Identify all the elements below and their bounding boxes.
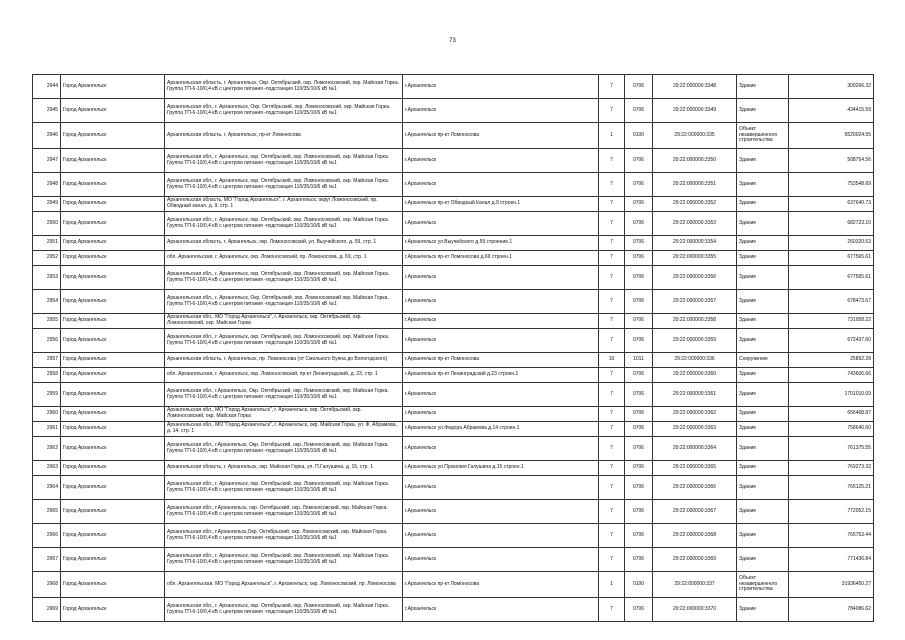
object-type: Здание xyxy=(737,476,789,500)
okof-code: 0706 xyxy=(625,383,653,407)
cadastral-value: 758640.60 xyxy=(789,422,874,437)
object-type: Здание xyxy=(737,548,789,572)
okof-code: 0706 xyxy=(625,251,653,266)
municipality: Город Архангельск xyxy=(61,548,165,572)
category-code: 7 xyxy=(599,149,625,173)
table-row xyxy=(33,407,874,422)
object-type: Здание xyxy=(737,197,789,212)
row-number: 2956 xyxy=(33,329,61,353)
category-code: 7 xyxy=(599,461,625,476)
row-number: 2966 xyxy=(33,524,61,548)
cadastral-number: 29:22:000000:3367 xyxy=(653,500,737,524)
cadastral-number: 29:22:000000:3365 xyxy=(653,461,737,476)
cadastral-number: 29:22:000000:3349 xyxy=(653,99,737,123)
municipality: Город Архангельск xyxy=(61,368,165,383)
address: Архангельская обл., г.Архангельск, Окр. Октябрьский, окр. Ломоносовский, окр. Майская Горка. Группа ТП-6-10/0,4 кВ с центром питания -подстанция 110/35/10/6 кВ №1 xyxy=(165,383,403,407)
municipality: Город Архангельск xyxy=(61,437,165,461)
address: Архангельская область, г. Архангельск, окр. Ломоносовский, ул. Выучейского, д. 59, стр. 1 xyxy=(165,236,403,251)
category-code: 7 xyxy=(599,236,625,251)
okof-code: 0706 xyxy=(625,524,653,548)
table-row xyxy=(33,99,874,123)
object-type: Здание xyxy=(737,524,789,548)
object-type: Сооружение xyxy=(737,353,789,368)
category-code: 7 xyxy=(599,524,625,548)
cadastral-number: 29:22:000000:336 xyxy=(653,353,737,368)
address: Архангельская обл., г.Архангельск, Окр. Октябрьский, окр. Ломоносовский, окр. Майская Горка. Группа ТП-6-10/0,4 кВ с центром питания -подстанция 110/35/10/6 кВ №1 xyxy=(165,437,403,461)
address: Архангельская обл., МО "Город Архангельск", г. Архангельск, окр. Октябрьский, окр. Ломоносовский, окр. Майская Горка xyxy=(165,314,403,329)
municipality: Город Архангельск xyxy=(61,353,165,368)
cadastral-number: 29:22:000000:3361 xyxy=(653,383,737,407)
row-number: 2949 xyxy=(33,197,61,212)
table-row xyxy=(33,251,874,266)
cadastral-number: 29:22:000000:3369 xyxy=(653,548,737,572)
address: Архангельская область, г. Архангельск, пр-кт Ломоносова xyxy=(165,123,403,149)
category-code: 7 xyxy=(599,212,625,236)
municipality: Город Архангельск xyxy=(61,329,165,353)
municipality: Город Архангельск xyxy=(61,197,165,212)
okof-code: 0706 xyxy=(625,212,653,236)
cadastral-value: 5520024.55 xyxy=(789,123,874,149)
cadastral-number: 29:22:000000:3362 xyxy=(653,407,737,422)
okof-code: 0706 xyxy=(625,500,653,524)
cadastral-value: 508754.56 xyxy=(789,149,874,173)
address: Архангельская область, г. Архангельск, окр. Майская Горка, ул. П.Галушина, д. 15, стр. 1 xyxy=(165,461,403,476)
row-number: 2968 xyxy=(33,572,61,598)
address: Архангельская обл., г. Архангельск, окр. Октябрьский, окр. Ломоносовский, окр. Майская Горка. Группа ТП-6-10/0,4 кВ с центром питания -подстанция 110/35/10/6 кВ №1 xyxy=(165,548,403,572)
table-row xyxy=(33,266,874,290)
cadastral-value: 678473.67 xyxy=(789,290,874,314)
location: г.Архангельск xyxy=(403,75,599,99)
location: г.Архангельск xyxy=(403,212,599,236)
location: г.Архангельск xyxy=(403,329,599,353)
category-code: 7 xyxy=(599,314,625,329)
object-type: Объект незавершенного строительства xyxy=(737,572,789,598)
table-row xyxy=(33,598,874,622)
cadastral-value: 1701010.09 xyxy=(789,383,874,407)
table-row xyxy=(33,197,874,212)
row-number: 2950 xyxy=(33,212,61,236)
address: Архангельская область, МО "Город Архангельск", г. Архангельск, округ Ломоносовский, пр. Обводный канал, д. 9, стр. 1 xyxy=(165,197,403,212)
location: г.Архангельск ул.Федора Абрамова д.14 строен.1 xyxy=(403,422,599,437)
category-code: 7 xyxy=(599,548,625,572)
cadastral-value: 309266.32 xyxy=(789,75,874,99)
object-type: Здание xyxy=(737,383,789,407)
address: Архангельская обл., г. Архангельск, Окр. Октябрьский, окр. Ломоносовский окр. Майская Горка. Группа ТП-6-10/0,4 кВ с центром питания -подстанция 110/35/10/6 кВ №1 xyxy=(165,290,403,314)
okof-code: 0706 xyxy=(625,407,653,422)
row-number: 2955 xyxy=(33,314,61,329)
property-register-table xyxy=(32,74,874,622)
object-type: Здание xyxy=(737,290,789,314)
row-number: 2967 xyxy=(33,548,61,572)
category-code: 7 xyxy=(599,329,625,353)
cadastral-value: 672437.60 xyxy=(789,329,874,353)
address: Архангельская область, г. Архангельск, пр. Ломоносова (от Смольного Буяна до Вологодского) xyxy=(165,353,403,368)
okof-code: 0100 xyxy=(625,123,653,149)
table-row xyxy=(33,212,874,236)
address: Архангельская обл., г. Архангельск, Окр. Октябрьский, окр. Ломоносовский, окр. Майская Горка. Группа ТП-6-10/0,4 кВ с центром питания -подстанция 110/35/10/6 кВ №1 xyxy=(165,99,403,123)
row-number: 2951 xyxy=(33,236,61,251)
cadastral-number: 29:22:000000:3363 xyxy=(653,422,737,437)
object-type: Здание xyxy=(737,173,789,197)
municipality: Город Архангельск xyxy=(61,236,165,251)
object-type: Здание xyxy=(737,500,789,524)
cadastral-value: 761375.55 xyxy=(789,437,874,461)
object-type: Здание xyxy=(737,99,789,123)
object-type: Здание xyxy=(737,598,789,622)
cadastral-number: 29:22:000000:3360 xyxy=(653,368,737,383)
municipality: Город Архангельск xyxy=(61,407,165,422)
row-number: 2962 xyxy=(33,437,61,461)
cadastral-value: 765753.44 xyxy=(789,524,874,548)
table-row xyxy=(33,572,874,598)
row-number: 2944 xyxy=(33,75,61,99)
category-code: 7 xyxy=(599,368,625,383)
municipality: Город Архангельск xyxy=(61,251,165,266)
okof-code: 0706 xyxy=(625,99,653,123)
municipality: Город Архангельск xyxy=(61,149,165,173)
location: г.Архангельск xyxy=(403,548,599,572)
category-code: 7 xyxy=(599,75,625,99)
cadastral-value: 677565.61 xyxy=(789,266,874,290)
table-row xyxy=(33,437,874,461)
row-number: 2969 xyxy=(33,598,61,622)
category-code: 7 xyxy=(599,500,625,524)
category-code: 7 xyxy=(599,173,625,197)
cadastral-number: 29:22:000000:3354 xyxy=(653,236,737,251)
location: г.Архангельск ул.Выучейского д.59 строение.1 xyxy=(403,236,599,251)
location: г.Архангельск xyxy=(403,173,599,197)
cadastral-value: 771436.84 xyxy=(789,548,874,572)
address: Архангельская обл., г.Архангельск,Окр. Октябрьский, окр. Ломоносовский, окр. Майская Горка. Группа ТП-6-10/0,4 кВ с центром питания -подстанция 110/35/10/6 кВ №1 xyxy=(165,524,403,548)
category-code: 7 xyxy=(599,422,625,437)
table-row xyxy=(33,123,874,149)
location: г.Архангельск пр-кт Обводный Канал д.9 строен.1 xyxy=(403,197,599,212)
okof-code: 0706 xyxy=(625,266,653,290)
table-row xyxy=(33,383,874,407)
location: г.Архангельск xyxy=(403,290,599,314)
category-code: 7 xyxy=(599,197,625,212)
cadastral-value: 260320.63 xyxy=(789,236,874,251)
row-number: 2952 xyxy=(33,251,61,266)
row-number: 2961 xyxy=(33,422,61,437)
table-row xyxy=(33,236,874,251)
municipality: Город Архангельск xyxy=(61,314,165,329)
object-type: Здание xyxy=(737,266,789,290)
municipality: Город Архангельск xyxy=(61,572,165,598)
location: г.Архангельск пр-кт Ломоносова д.69 строен.1 xyxy=(403,251,599,266)
object-type: Здание xyxy=(737,149,789,173)
location: г.Архангельск xyxy=(403,266,599,290)
cadastral-number: 29:22:000000:337 xyxy=(653,572,737,598)
okof-code: 0100 xyxy=(625,572,653,598)
category-code: 7 xyxy=(599,266,625,290)
cadastral-number: 29:22:000000:3359 xyxy=(653,329,737,353)
location: г.Архангельск xyxy=(403,99,599,123)
category-code: 7 xyxy=(599,407,625,422)
cadastral-number: 29:22:000000:3357 xyxy=(653,290,737,314)
table-row xyxy=(33,149,874,173)
okof-code: 0706 xyxy=(625,476,653,500)
table-row xyxy=(33,353,874,368)
location: г.Архангельск xyxy=(403,149,599,173)
location: г.Архангельск xyxy=(403,437,599,461)
location: г.Архангельск xyxy=(403,314,599,329)
table-row xyxy=(33,314,874,329)
address: Архангельская обл., г. Архангельск, окр. Октябрьский, окр. Ломоносовский, окр. Майская Горка. Группа ТП-6-10/0,4 кВ с центром питания -подстанция 110/35/10/6 кВ №1 xyxy=(165,212,403,236)
address: Архангельская обл., МО "Город Архангельск", г. Архангельск, окр. Майская Горка, ул. Ф. Абрамова, д. 14, стр. 1 xyxy=(165,422,403,437)
cadastral-number: 29:22:000000:3368 xyxy=(653,524,737,548)
okof-code: 0706 xyxy=(625,236,653,251)
object-type: Здание xyxy=(737,422,789,437)
table-row xyxy=(33,290,874,314)
category-code: 1 xyxy=(599,572,625,598)
page-number: 73 xyxy=(449,38,456,44)
cadastral-number: 29:22:000000:3353 xyxy=(653,212,737,236)
address: Архангельская обл., г. Архангельск, окр. Октябрьский, окр. Ломоносовский, окр. Майская Горка. Группа ТП-6-10/0,4 кВ с центром питания -подстанция 110/35/10/6 кВ №1 xyxy=(165,476,403,500)
row-number: 2954 xyxy=(33,290,61,314)
object-type: Здание xyxy=(737,407,789,422)
table-row xyxy=(33,329,874,353)
category-code: 7 xyxy=(599,598,625,622)
cadastral-value: 765125.21 xyxy=(789,476,874,500)
table-row xyxy=(33,368,874,383)
row-number: 2960 xyxy=(33,407,61,422)
location: г.Архангельск xyxy=(403,524,599,548)
location: г.Архангельск пр-кт Ломоносова xyxy=(403,353,599,368)
cadastral-value: 731958.22 xyxy=(789,314,874,329)
object-type: Здание xyxy=(737,368,789,383)
address: Архангельская обл., г. Архангельск, окр. Октябрьский, окр. Ломоносовский, окр. Майская Горка. Группа ТП-6-10/0,4 кВ с центром питания -подстанция 110/35/10/6 кВ №1 xyxy=(165,149,403,173)
address: Архангельская обл., г. Архангельск, окр. Октябрьский, окр. Ломоносовский, окр. Майская Горка. Группа ТП-6-10/0,4 кВ с центром питания -подстанция 110/35/10/6 кВ №1 xyxy=(165,329,403,353)
municipality: Город Архангельск xyxy=(61,383,165,407)
table-row xyxy=(33,173,874,197)
table-row xyxy=(33,422,874,437)
address: Архангельская обл., МО "Город Архангельск", г. Архангельск, окр. Октябрьский, окр. Ломоносовский, окр. Майская Горка xyxy=(165,407,403,422)
cadastral-number: 29:22:000000:3364 xyxy=(653,437,737,461)
object-type: Здание xyxy=(737,75,789,99)
category-code: 1 xyxy=(599,123,625,149)
municipality: Город Архангельск xyxy=(61,99,165,123)
cadastral-number: 29:22:000000:3370 xyxy=(653,598,737,622)
object-type: Здание xyxy=(737,437,789,461)
okof-code: 0706 xyxy=(625,290,653,314)
category-code: 7 xyxy=(599,251,625,266)
object-type: Здание xyxy=(737,461,789,476)
cadastral-number: 29:22:000000:3356 xyxy=(653,266,737,290)
location: г.Архангельск xyxy=(403,407,599,422)
row-number: 2965 xyxy=(33,500,61,524)
municipality: Город Архангельск xyxy=(61,123,165,149)
okof-code: 0706 xyxy=(625,173,653,197)
object-type: Здание xyxy=(737,329,789,353)
row-number: 2945 xyxy=(33,99,61,123)
cadastral-value: 784086.62 xyxy=(789,598,874,622)
okof-code: 0706 xyxy=(625,368,653,383)
cadastral-value: 753548.69 xyxy=(789,173,874,197)
okof-code: 0706 xyxy=(625,422,653,437)
cadastral-number: 29:22:000000:335 xyxy=(653,123,737,149)
cadastral-value: 637640.73 xyxy=(789,197,874,212)
municipality: Город Архангельск xyxy=(61,461,165,476)
municipality: Город Архангельск xyxy=(61,500,165,524)
category-code: 7 xyxy=(599,437,625,461)
row-number: 2958 xyxy=(33,368,61,383)
okof-code: 0706 xyxy=(625,197,653,212)
cadastral-number: 29:22:000000:3348 xyxy=(653,75,737,99)
row-number: 2947 xyxy=(33,149,61,173)
municipality: Город Архангельск xyxy=(61,75,165,99)
okof-code: 0706 xyxy=(625,314,653,329)
cadastral-value: 769273.32 xyxy=(789,461,874,476)
category-code: 7 xyxy=(599,290,625,314)
address: Архангельская обл., г. Архангельск, окр. Октябрьский, окр. Ломоносовский, окр. Майская Горка. Группа ТП-6-10/0,4 кВ с центром питания -подстанция 110/35/10/6 кВ №1 xyxy=(165,598,403,622)
municipality: Город Архангельск xyxy=(61,524,165,548)
table-row xyxy=(33,461,874,476)
cadastral-value: 656468.87 xyxy=(789,407,874,422)
address: обл. Архангельская, МО "Город Архангельск", г. Архангельск, окр. Ломоносовский, пр. Ломоносова xyxy=(165,572,403,598)
municipality: Город Архангельск xyxy=(61,212,165,236)
address: обл. Архангельская, г. Архангельск, окр. Ломоносовский, пр. Ломоносова, д. 69, стр. 1 xyxy=(165,251,403,266)
okof-code: 0706 xyxy=(625,75,653,99)
okof-code: 1011 xyxy=(625,353,653,368)
okof-code: 0706 xyxy=(625,149,653,173)
location: г.Архангельск xyxy=(403,598,599,622)
cadastral-number: 29:22:000000:3351 xyxy=(653,173,737,197)
category-code: 7 xyxy=(599,99,625,123)
location: г.Архангельск xyxy=(403,500,599,524)
row-number: 2963 xyxy=(33,461,61,476)
municipality: Город Архангельск xyxy=(61,290,165,314)
address: Архангельская обл., г.Архангельск, окр. Октябрьский, окр. Ломоносовский, окр. Майская Горка. Группа ТП-6-10/0,4 кВ с центром питания -подстанция 110/35/10/6 кВ №1 xyxy=(165,500,403,524)
category-code: 7 xyxy=(599,383,625,407)
object-type: Здание xyxy=(737,212,789,236)
cadastral-number: 29:22:000000:3350 xyxy=(653,149,737,173)
okof-code: 0706 xyxy=(625,329,653,353)
location: г.Архангельск xyxy=(403,383,599,407)
category-code: 10 xyxy=(599,353,625,368)
location: г.Архангельск ул.Прокопия Галушина д.15 строен.1 xyxy=(403,461,599,476)
municipality: Город Архангельск xyxy=(61,266,165,290)
row-number: 2964 xyxy=(33,476,61,500)
row-number: 2959 xyxy=(33,383,61,407)
row-number: 2957 xyxy=(33,353,61,368)
municipality: Город Архангельск xyxy=(61,476,165,500)
object-type: Здание xyxy=(737,251,789,266)
cadastral-number: 29:22:000000:3355 xyxy=(653,251,737,266)
row-number: 2946 xyxy=(33,123,61,149)
cadastral-number: 29:22:000000:3358 xyxy=(653,314,737,329)
object-type: Здание xyxy=(737,314,789,329)
okof-code: 0706 xyxy=(625,437,653,461)
cadastral-number: 29:22:000000:3366 xyxy=(653,476,737,500)
table-row xyxy=(33,524,874,548)
location: г.Архангельск пр-кт Ломоносова xyxy=(403,123,599,149)
location: г.Архангельск пр-кт Ломоносова xyxy=(403,572,599,598)
category-code: 7 xyxy=(599,476,625,500)
location: г.Архангельск пр-кт Ленинградский д.23 строен.1 xyxy=(403,368,599,383)
address: Архангельская область, г. Архангельск, Окр. Октябрьский, окр. Ломоносовский, окр. Майская Горка. Группа ТП-6-10/0,4 кВ с центром питания -подстанция 110/35/10/6 кВ №1 xyxy=(165,75,403,99)
cadastral-value: 743606.66 xyxy=(789,368,874,383)
row-number: 2953 xyxy=(33,266,61,290)
table-row xyxy=(33,75,874,99)
okof-code: 0706 xyxy=(625,598,653,622)
table-row xyxy=(33,500,874,524)
cadastral-value: 25892.28 xyxy=(789,353,874,368)
table-row xyxy=(33,476,874,500)
cadastral-value: 31936450.27 xyxy=(789,572,874,598)
location: г.Архангельск xyxy=(403,476,599,500)
municipality: Город Архангельск xyxy=(61,598,165,622)
object-type: Здание xyxy=(737,236,789,251)
cadastral-value: 772052.15 xyxy=(789,500,874,524)
municipality: Город Архангельск xyxy=(61,422,165,437)
cadastral-number: 29:22:000000:3352 xyxy=(653,197,737,212)
municipality: Город Архангельск xyxy=(61,173,165,197)
object-type: Объект незавершенного строительства xyxy=(737,123,789,149)
table-row xyxy=(33,548,874,572)
row-number: 2948 xyxy=(33,173,61,197)
cadastral-value: 682723.10 xyxy=(789,212,874,236)
cadastral-value: 677565.61 xyxy=(789,251,874,266)
okof-code: 0706 xyxy=(625,548,653,572)
address: Архангельская обл., г. Архангельск, окр. Октябрьский, окр. Ломоносовский, окр. Майская Горка. Группа ТП-6-10/0,4 кВ с центром питания -подстанция 110/35/10/6 кВ №1 xyxy=(165,266,403,290)
okof-code: 0706 xyxy=(625,461,653,476)
address: Архангельская обл., г. Архангельск, окр. Октябрьский, окр. Ломоносовский, окр. Майская Горка. Группа ТП-6-10/0,4 кВ с центром питания -подстанция 110/35/10/6 кВ №1 xyxy=(165,173,403,197)
cadastral-value: 434415.59 xyxy=(789,99,874,123)
address: обл. Архангельская, г. Архангельск, окр. Ломоносовский, пр-кт Ленинградский, д. 23, стр. 1 xyxy=(165,368,403,383)
